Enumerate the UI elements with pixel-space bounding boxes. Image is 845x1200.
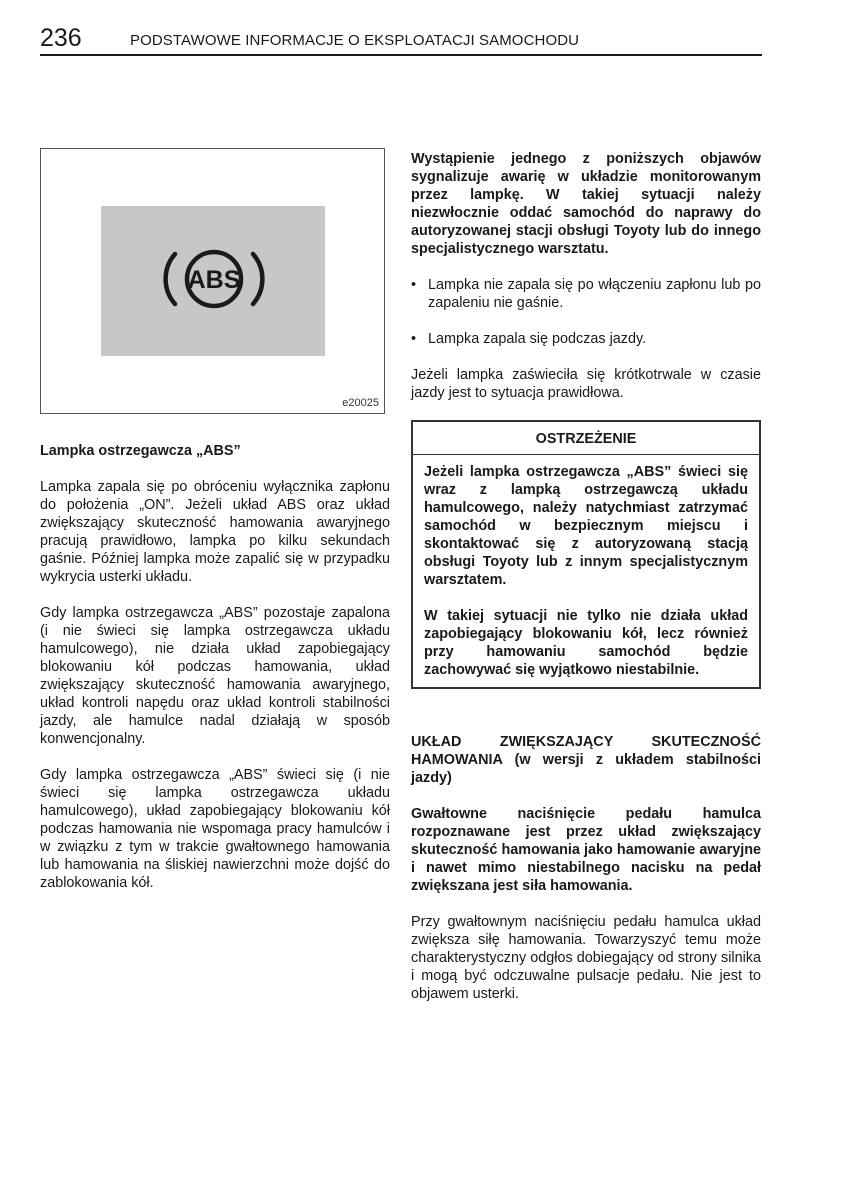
page-header bbox=[40, 26, 762, 56]
list-item: • Lampka zapala się podczas jazdy. bbox=[411, 330, 761, 348]
warning-title: OSTRZEŻENIE bbox=[413, 430, 759, 455]
figure-panel bbox=[101, 206, 325, 356]
brake-assist-paragraph-bold: Gwałtowne naciśnięcie pedału hamulca rozpoznawane jest przez układ zwiększający skuteczność hamowania jako hamowanie awaryjne i nawet mimo niestabilnego nacisku na pedał zwiększana jest siła hamowania. bbox=[411, 806, 761, 894]
list-item: • Lampka nie zapala się po włączeniu zapłonu lub po zapaleniu nie gaśnie. bbox=[411, 276, 761, 312]
abs-indicator-text: ABS bbox=[187, 266, 241, 294]
warning-paragraph-1: Jeżeli lampka ostrzegawcza „ABS” świeci się wraz z lampką ostrzegawczą układu hamulcowego, należy natychmiast zatrzymać samochód w bezpiecznym miejscu i skontaktować się z autoryzowaną stacją obsługi Toyoty lub z innym specjalistycznym warsztatem. bbox=[424, 464, 748, 588]
brake-assist-heading: UKŁAD ZWIĘKSZAJĄCY SKUTECZNOŚĆ HAMOWANIA (w wersji z układem stabilności jazdy) bbox=[411, 734, 761, 786]
left-paragraph-2: Gdy lampka ostrzegawcza „ABS” pozostaje zapalona (i nie świeci się lampka ostrzegawcza układu hamulcowego), nie działa układ zapobiegający blokowaniu kół podczas hamowania, układ zwiększający skuteczność hamowania awaryjnego, układ kontroli napędu oraz układ kontroli stabilności jazdy, ale hamulce nadal działają w sposób konwencjonalny. bbox=[40, 605, 390, 747]
figure-code: e20025 bbox=[342, 397, 379, 409]
section-title: PODSTAWOWE INFORMACJE O EKSPLOATACJI SAMOCHODU bbox=[130, 32, 580, 49]
normal-note: Jeżeli lampka zaświeciła się krótkotrwale w czasie jazdy jest to sytuacja prawidłowa. bbox=[411, 367, 761, 401]
brake-assist-paragraph: Przy gwałtownym naciśnięciu pedału hamulca układ zwiększa siłę hamowania. Towarzyszyć temu może charakterystyczny odgłos dobiegający od strony silnika i mogą być odczuwalne pulsacje pedału. Nie jest to objawem usterki. bbox=[411, 914, 761, 1002]
warning-paragraph-2: W takiej sytuacji nie tylko nie działa układ zapobiegający blokowaniu kół, lecz również przy hamowaniu samochód będzie zachowywać się wyjątkowo niestabilnie. bbox=[424, 608, 748, 678]
malfunction-intro: Wystąpienie jednego z poniższych objawów sygnalizuje awarię w układzie monitorowanym przez lampkę. W takiej sytuacji należy niezwłocznie oddać samochód do naprawy do autoryzowanej stacji obsługi Toyoty lub do innego specjalistycznego warsztatu. bbox=[411, 151, 761, 257]
right-column bbox=[411, 150, 761, 1003]
page-number: 236 bbox=[40, 24, 82, 52]
figure bbox=[40, 148, 385, 414]
left-paragraph-1: Lampka zapala się po obróceniu wyłącznika zapłonu do położenia „ON”. Jeżeli układ ABS oraz układ zwiększający skuteczność hamowania awaryjnego pracują prawidłowo, lampka po kilku sekundach gaśnie. Później lampka może zapalić się w przypadku wykrycia usterki układu. bbox=[40, 479, 390, 585]
symptom-list bbox=[411, 276, 761, 348]
abs-lamp-heading: Lampka ostrzegawcza „ABS” bbox=[40, 443, 241, 459]
warning-box bbox=[411, 420, 761, 689]
abs-warning-light-icon bbox=[155, 242, 273, 316]
left-paragraph-3: Gdy lampka ostrzegawcza „ABS” świeci się (i nie świeci się lampka ostrzegawcza układu hamulcowego), układ zapobiegający blokowaniu kół podczas hamowania nie wspomaga pracy hamulców i w związku z tym w trakcie gwałtownego hamowania lub hamowania na śliskiej nawierzchni może dojść do zablokowania kół. bbox=[40, 767, 390, 891]
left-column bbox=[40, 148, 390, 892]
